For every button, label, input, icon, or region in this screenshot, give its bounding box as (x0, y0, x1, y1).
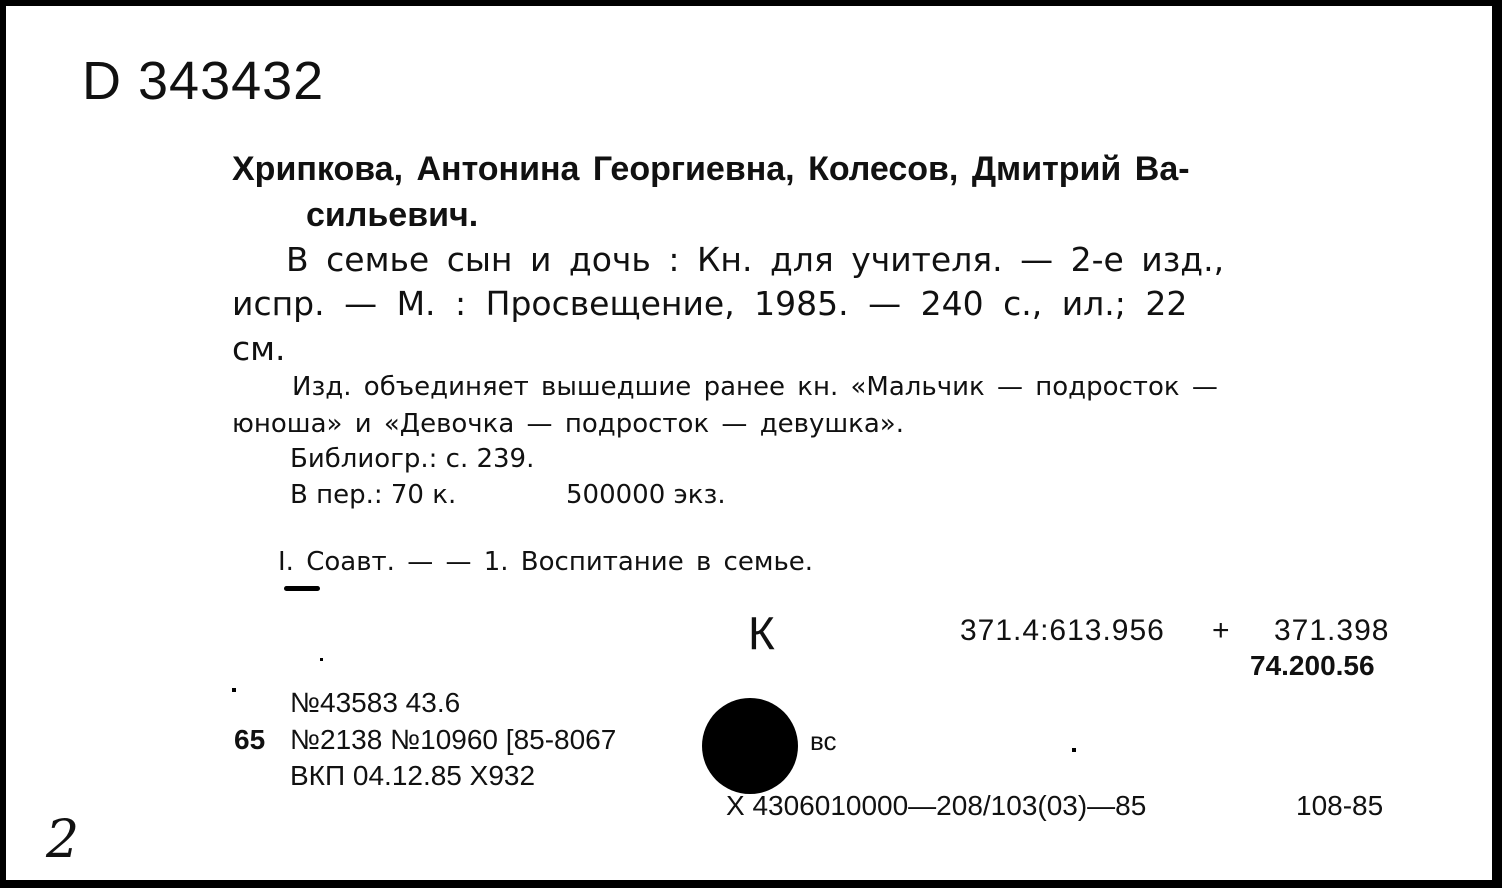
udc-index: 371.4:613.956 (960, 614, 1165, 647)
speck (232, 688, 236, 692)
price-note: В пер.: 70 к. (290, 480, 457, 510)
author-heading-line-1: Хрипкова, Антонина Георгиевна, Колесов, Дмитрий Ва- (232, 150, 1190, 188)
tracings: I. Соавт. — — 1. Воспитание в семье. (278, 547, 814, 577)
registration-line: ВКП 04.12.85 Х932 (290, 760, 536, 791)
card-code: 65 (234, 724, 266, 755)
annotation-line-1: Изд. объединяет вышедшие ранее кн. «Мальчик — подросток — (292, 372, 1218, 402)
call-number: D 343432 (82, 51, 325, 111)
pen-mark (284, 586, 320, 591)
publisher-code: Х 4306010000—208/103(03)—85 (726, 790, 1147, 821)
author-sign: К (748, 607, 775, 659)
record-suffix: вс (810, 726, 837, 756)
record-number-2: №2138 №10960 [85-8067 (290, 724, 617, 755)
library-stamp (702, 698, 798, 794)
catalog-card (4, 4, 1494, 882)
speck (1072, 748, 1076, 752)
order-number: 108-85 (1296, 790, 1384, 821)
plus-sign: + (1212, 614, 1230, 647)
print-run-note: 500000 экз. (566, 480, 726, 510)
speck (320, 658, 323, 661)
title-line-2: испр. — М. : Просвещение, 1985. — 240 с., ил.; 22 (232, 284, 1188, 323)
bbk-index: 74.200.56 (1250, 650, 1375, 681)
annotation-line-2: юноша» и «Девочка — подросток — девушка». (232, 409, 904, 439)
bibliography-note: Библиогр.: с. 239. (290, 444, 535, 474)
title-line-1: В семье сын и дочь : Кн. для учителя. — 2-е изд., (286, 240, 1225, 279)
author-heading-line-2: сильевич. (306, 196, 479, 234)
udc-index-2: 371.398 (1274, 614, 1390, 647)
handwritten-mark: 2 (46, 810, 80, 870)
record-number-1: №43583 43.6 (290, 687, 461, 718)
title-line-3: см. (232, 329, 286, 368)
